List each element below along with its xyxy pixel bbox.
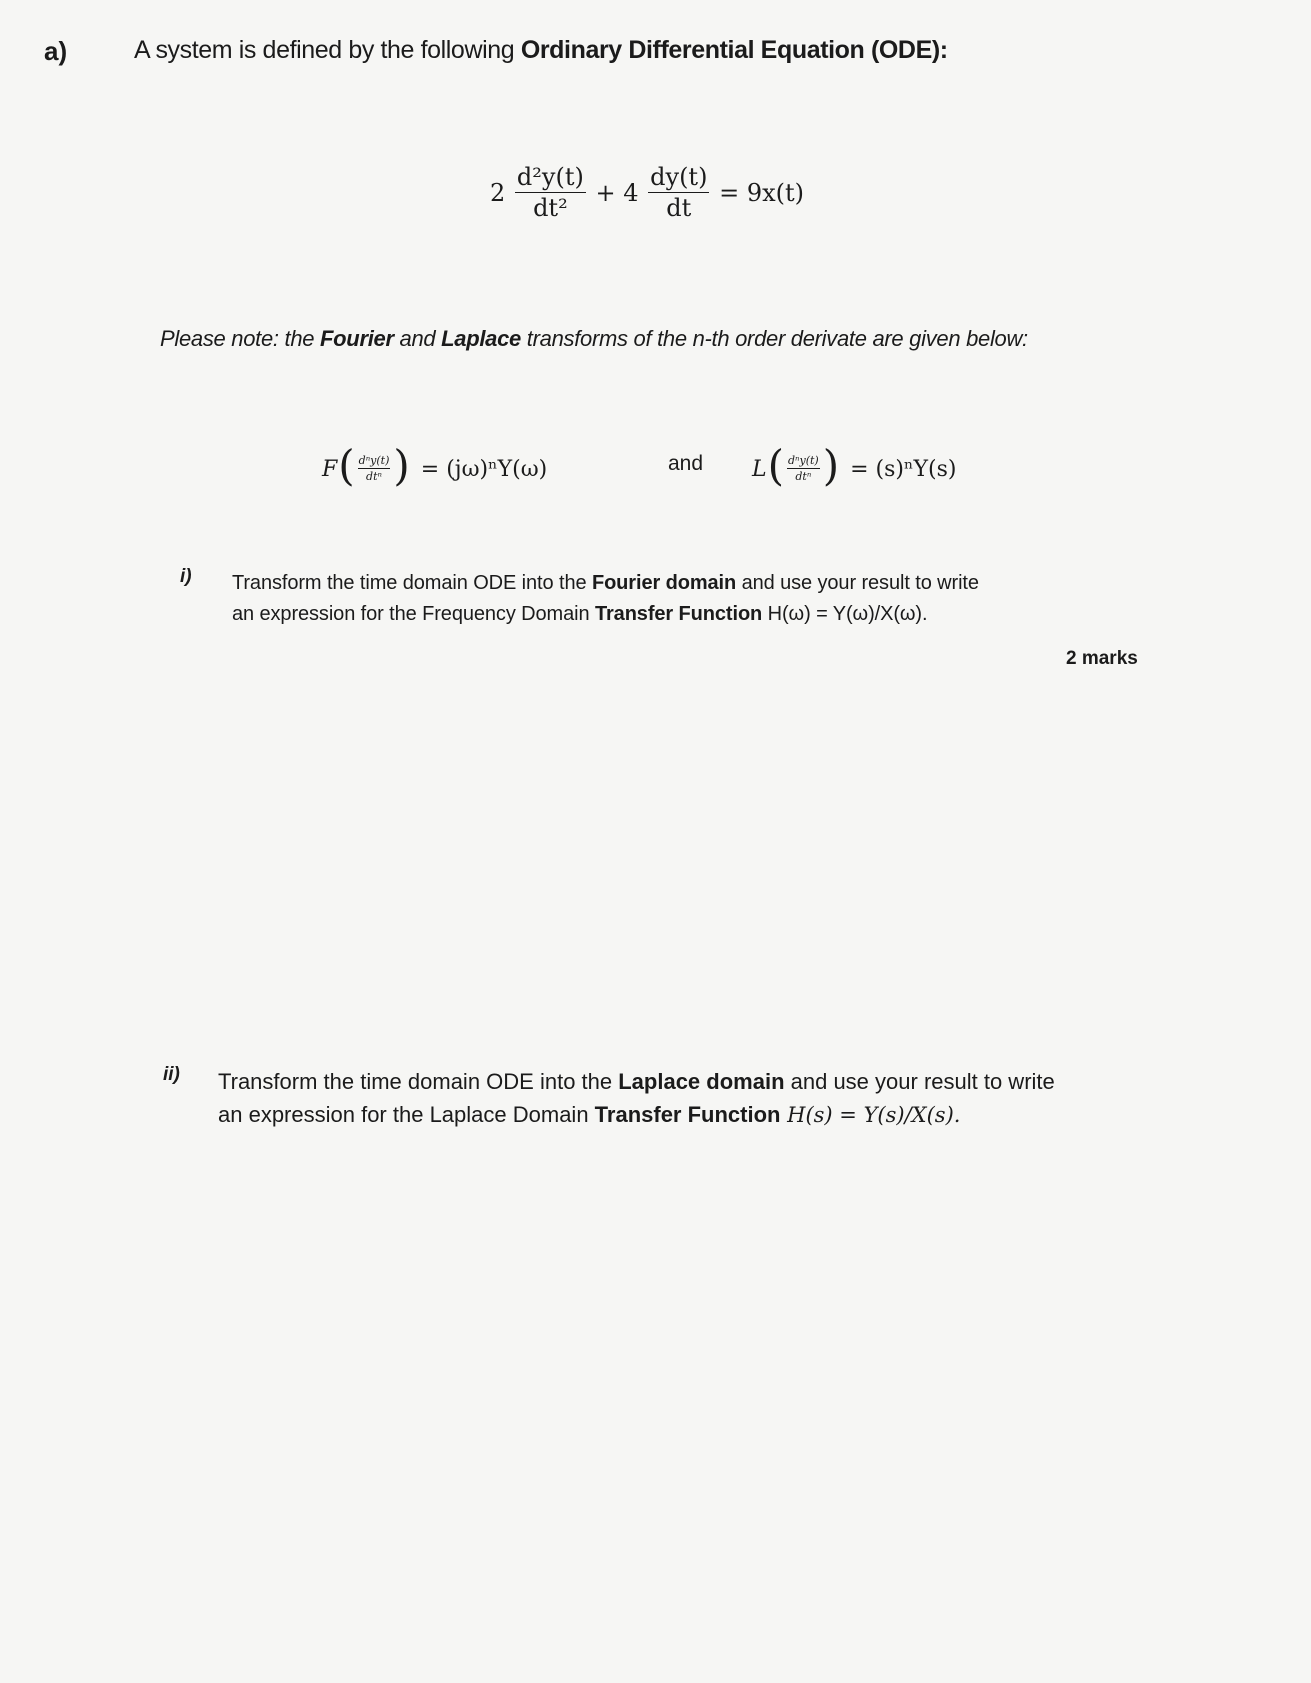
note-and: and [393,326,442,351]
ode-den2: dt [666,194,692,223]
laplace-fraction [787,455,820,483]
fourier-frac-num: dⁿy(t) [358,455,391,469]
question1-line2 [232,599,979,630]
close-paren: ) [393,441,410,490]
q1-line2-bold: Transfer Function [594,603,763,625]
ode-fraction-second-derivative [515,164,586,222]
laplace-rhs: = (s)ⁿY(s) [850,456,957,482]
fourier-frac-den: dtⁿ [366,470,382,483]
close-paren: ) [822,441,840,490]
ode-equation [490,164,804,244]
q1-line2-a: an expression for the Frequency Domain [232,603,595,625]
question2-number: ii) [163,1064,180,1085]
intro-prefix: A system is defined by the following [134,36,521,64]
ode-fraction-first-derivative [648,164,709,222]
q1-line1-bold: Fourier domain [591,572,737,594]
q2-line1-bold: Laplace domain [618,1069,785,1094]
question1-line1 [232,568,979,599]
question2-line2 [218,1098,1055,1132]
note-laplace: Laplace [441,326,521,351]
q2-line2-bold: Transfer Function [594,1102,781,1127]
open-paren: ( [767,441,784,490]
note-suffix: transforms of the n-th order derivate are given below: [521,326,1028,351]
ode-coef1: 2 [490,178,506,207]
note-fourier: Fourier [320,326,394,351]
and-word: and [668,452,704,475]
fourier-fraction [358,455,391,483]
q1-line1-b: and use your result to write [736,572,979,594]
fourier-rhs: = (jω)ⁿY(ω) [420,456,548,482]
question1-text [232,568,979,630]
laplace-transform-formula [752,441,967,490]
laplace-operator: L [752,456,767,482]
laplace-frac-den: dtⁿ [795,470,812,483]
note-text [160,326,1028,352]
intro-bold: Ordinary Differential Equation (ODE): [520,36,948,64]
q2-line1-a: Transform the time domain ODE into the [218,1069,619,1094]
q2-line2-math: H(s) = Y(s)/X(s). [780,1103,961,1127]
q2-line1-b: and use your result to write [784,1069,1055,1094]
note-prefix: Please note: the [160,326,321,351]
question2-line1 [218,1065,1055,1098]
question1-number: i) [180,566,192,587]
ode-num1: d²y(t) [515,164,586,193]
ode-rhs: = 9x(t) [719,178,804,207]
question2-text [218,1065,1055,1132]
q1-line1-a: Transform the time domain ODE into the [232,572,592,594]
fourier-operator: F [322,456,338,482]
open-paren: ( [338,441,355,490]
part-label: a) [44,36,68,66]
ode-num2: dy(t) [648,164,709,193]
laplace-frac-num: dⁿy(t) [787,455,820,469]
intro-text [134,36,948,65]
ode-plus: + 4 [595,178,639,207]
q2-line2-a: an expression for the Laplace Domain [218,1102,595,1127]
fourier-transform-formula [322,441,557,490]
ode-den1: dt² [533,194,568,223]
marks-label: 2 marks [1066,648,1138,669]
q1-line2-math: H(ω) = Y(ω)/X(ω). [762,603,928,625]
